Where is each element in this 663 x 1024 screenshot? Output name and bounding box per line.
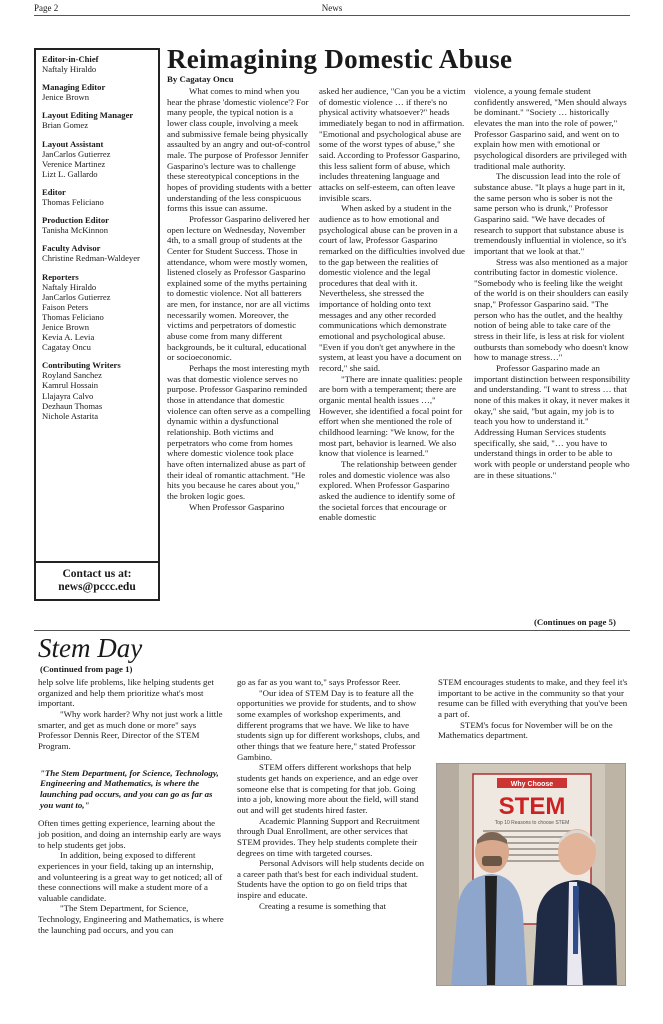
masthead-role: Production Editor [42,215,109,226]
masthead-group [42,360,152,421]
paragraph: go as far as you want to," says Professor Reer. [237,677,401,687]
masthead-role: Reporters [42,271,79,282]
pull-quote: "The Stem Department, for Science, Technology, Engineering and Mathematics, is where the launching pad occurs, and you can go as far as you want to," [40,767,219,810]
contact-label: Contact us at: [62,568,132,580]
article-byline: By Cagatay Oncu [167,74,234,84]
masthead-name: Brian Gomez [42,120,89,131]
masthead-name: Verenice Martinez [42,158,106,169]
paragraph: STEM offers different workshops that help students get hands on experience, and an edge over someone else that is competing for that job. Going into a job, knowing more about the field, will stand out and will get students hired faster. [237,762,419,815]
masthead-name: Naftaly Hiraldo [42,281,97,292]
section-name: News [321,3,343,13]
contact-email[interactable]: news@pccc.edu [58,581,136,593]
masthead-name: Nichole Astarita [42,410,99,421]
banner-main: STEM [498,793,566,820]
paragraph: "Our idea of STEM Day is to feature all the opportunities we provide for students, and to show some examples of workshop experiments, and different programs that we have. We like to have students sign up for different workshops, clubs, and other things that we feature here," stated Professor Gambino. [237,687,420,762]
paragraph: The discussion lead into the role of substance abuse. "It plays a huge part in it, the same person who is sober is not the same person who is drunk," Professor Gasparino said. "We have decades of research to support that substance abuse is tremendously influential in violence, so it's important that we look at that." [474,171,627,256]
article-column-1 [167,86,312,512]
page-header [34,0,630,16]
paragraph: STEM's focus for November will be on the Mathematics department. [438,719,613,741]
article-column-2 [319,86,466,523]
masthead-name: Thomas Feliciano [42,311,104,322]
stem-column-1 [38,677,228,935]
masthead-name: Cagatay Oncu [42,342,91,353]
masthead-role: Editor-in-Chief [42,54,99,64]
stem-column-2 [237,677,429,911]
masthead-role: Editor [42,186,66,197]
masthead-group [42,54,152,74]
banner-sub: Top 10 Reasons to choose STEM [494,820,570,826]
masthead-role: Managing Editor [42,82,106,93]
masthead-group [42,139,152,179]
masthead-name: Dezhaun Thomas [42,400,103,411]
paragraph: "Why work harder? Why not just work a little smarter, and get as much done or more" says Professor Dennis Reer, Director of the STEM Program. [38,708,223,751]
masthead-group [42,272,152,353]
stem-col1-bottom [38,818,228,935]
paragraph: asked her audience, "Can you be a victim of domestic violence … if there's no physical activity whatsoever?" heads immediately began to nod in affirmation. "Emotional and psychological abuse are some of the worst types of abuse," she said. According to Professor Gasparino, this less salient form of abuse, which includes threatening language and attacks on self-esteem, can often leave invisible scars. [319,86,466,203]
contact-box [36,561,158,599]
paragraph: "The Stem Department, for Science, Technology, Engineering and Mathematics, is where the launching pad occurs, and you can [38,903,224,935]
stem-column-3 [438,677,630,741]
paragraph: Academic Planning Support and Recruitment through Dual Enrollment, are other services that STEM provides. They help students complete their degrees on time with targeted courses. [237,815,420,858]
masthead-group [42,243,152,263]
continues-link[interactable]: (Continues on page 5) [534,617,616,627]
paragraph: What comes to mind when you hear the phrase 'domestic violence'? For many people, the typical notion is a lower class couple, involving a meek and submissive female being physically assaulted by an angry and out-of-control male. The purpose of Professor Jennifer Gasparino's lecture was to challenge these stereotypical conceptions in the hopes of providing students with a better understanding of the less conspicuous forms this issue can assume. [167,86,312,214]
paragraph: Personal Advisors will help students decide on a career path that's best for each individual student. Students have the option to go on field trips that inspire and educate. [237,858,425,901]
paragraph: Stress was also mentioned as a major contributing factor in domestic violence. "Somebody who is feeling like the weight of the world is on their shoulders can easily snap," Professor Gasparino said. "The person who has the outlet, and the healthy notion of being able to take care of the stress in their life, is less at risk for violent outbursts than somebody who doesn't know how to manage stress…" [474,256,629,363]
continued-note: (Continued from page 1) [40,664,133,674]
paragraph: help solve life problems, like helping students get organized and help them prioritize what's most important. [38,677,214,709]
masthead-name: Jenice Brown [42,321,90,332]
masthead-name: Christine Redman-Waldeyer [42,253,140,264]
masthead-name: Faison Peters [42,301,89,312]
article-title: Reimagining Domestic Abuse [167,44,513,74]
masthead-name: Llajayra Calvo [42,390,94,401]
masthead-name: Lizt L. Gallardo [42,168,98,179]
paragraph: When Professor Gasparino [189,501,285,512]
masthead-name: Jenice Brown [42,92,90,103]
masthead-role: Faculty Advisor [42,243,101,254]
paragraph: Often times getting experience, learning about the job position, and doing an internship early are ways to help students get jobs. [38,818,221,850]
section-divider [34,630,630,631]
paragraph: Professor Gasparino delivered her open lecture on Wednesday, November 4th, to a small group of students at the Center for Student Success. Those in attendance, whom were mostly women, listened closely as Professor Gasparino explained some of the myths pertaining to domestic violence. Not all batterers are men, for instance, nor are all victims necessarily women. Moreover, the victims and perpetrators of domestic abuse come from many different backgrounds, be it cultural, educational or socioeconomic. [167,213,310,363]
masthead-role: Layout Editing Manager [42,110,134,121]
stem-day-title: Stem Day [38,633,143,663]
article-column-3 [474,86,630,480]
masthead-group [42,187,152,207]
paragraph: Creating a resume is something that [259,900,386,911]
masthead-name: JanCarlos Gutierrez [42,148,111,159]
paragraph: Perhaps the most interesting myth was that domestic violence serves no purpose. Professor Gasparino reminded those in attendance that domestic violence can often serve as a compelling dynamic within a dysfunctional relationship. Both victims and perpetrators who come from homes where domestic violence took place have often internalized abuse as part of their ideal of romantic attachment. "He hits you because he cares about you," the broken logic goes. [167,363,311,501]
masthead-role: Layout Assistant [42,138,104,149]
masthead-name: Royland Sanchez [42,370,102,381]
paragraph: Professor Gasparino made an important distinction between responsibility and understanding. "I want to stress … that none of this makes it okay, it never makes it okay," she said, "but again, my job is to teach you how to understand it." Addressing Human Services students specifically, she said, "… you have to understand things in order to be able to work with people or understand people who are in these situations." [474,363,630,480]
stem-col1-top [38,677,228,752]
banner-top: Why Choose [510,781,554,788]
masthead-name: JanCarlos Gutierrez [42,291,111,302]
masthead-name: Naftaly Hiraldo [42,64,97,75]
paragraph: "There are innate qualities: people are born with a temperament; there are organic mental health issues …," However, she identified a focal point for effort when she mentioned the role of childhood learning: "We know, for the most part, behavior is learned. We also know that violence is learned." [319,373,463,459]
paragraph: STEM encourages students to make, and they feel it's important to be active in the community so that your resume can be filled with everything that you've been a part of. [438,677,628,719]
stem-photo [436,763,626,986]
masthead-name: Kevia A. Levia [42,332,95,343]
photo-illustration [437,764,626,986]
masthead-name: Tanisha McKinnon [42,225,108,236]
masthead-box [34,48,160,601]
masthead-name: Kamrul Hossain [42,380,99,391]
masthead-group [42,82,152,102]
masthead-role: Contributing Writers [42,360,121,371]
paragraph: violence, a young female student confidently answered, "Men should always be dominant." "Society … historically elevates the man into the role of power," Professor Gasparino said, and went on to explain how men with emotional or psychological disorders are privileged with traditional male authority. [474,86,627,171]
masthead-list [42,54,152,421]
paragraph: When asked by a student in the audience as to how emotional and psychological abuse can be proven in a court of law, Professor Gasparino remarked on the difficulties involved due to the gap between the realities of domestic violence and the legal procedures that deal with it. Nevertheless, she stressed the importance of holding onto text messages and any other recorded communications which demonstrate emotional and psychological abuse. "Even if you don't get anywhere in the system, at least you have a document on record," she said. [319,203,465,374]
paragraph: In addition, being exposed to different experiences in your field, taking up an internship, and volunteering is a great way to get noticed; all of these connections will make a student more of a valuable candidate. [38,850,223,903]
page-number: Page 2 [34,3,59,13]
masthead-name: Thomas Feliciano [42,197,104,208]
masthead-group [42,110,152,130]
masthead-group [42,215,152,235]
paragraph: The relationship between gender roles and domestic violence was also explored. When Professor Gasparino asked the audience to identify some of the societal forces that encourage or enable domestic [319,458,457,523]
